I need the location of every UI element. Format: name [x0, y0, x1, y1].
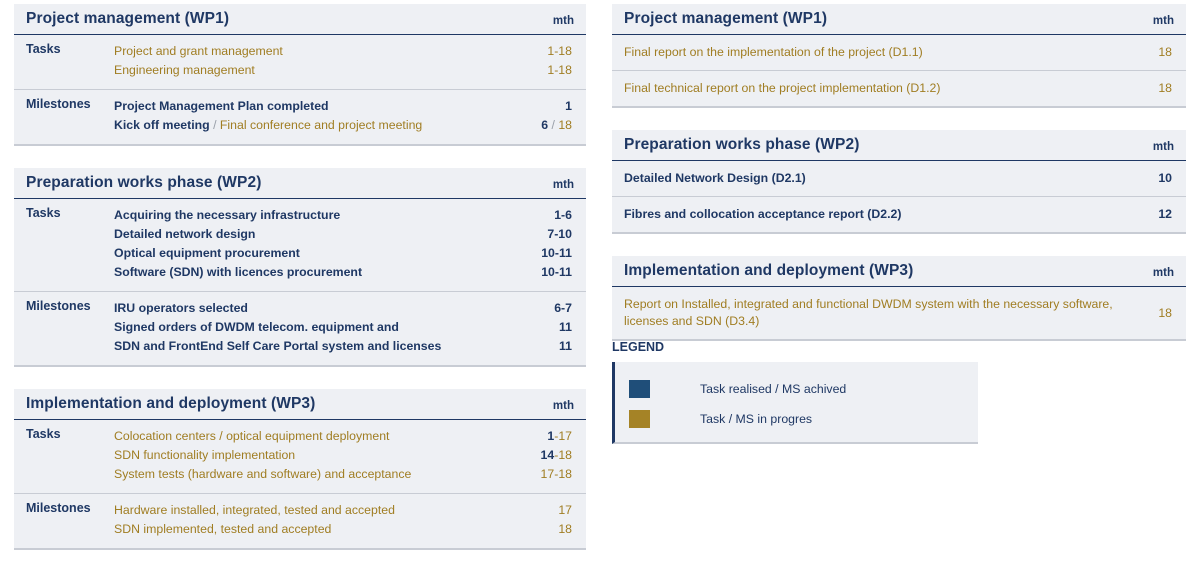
row-month [532, 116, 572, 135]
work-package-card [14, 389, 586, 550]
work-package-card [612, 256, 1186, 341]
row-month: 17 [558, 503, 572, 517]
work-package-card [612, 130, 1186, 234]
work-package-header [612, 130, 1186, 161]
work-packages-deliverables-column [612, 4, 1186, 363]
row-month: 10-11 [541, 265, 572, 279]
table-row [114, 116, 586, 135]
row-month: 10-11 [541, 246, 572, 260]
row-text: Project and grant management [114, 44, 283, 58]
table-row [114, 318, 586, 337]
list-item [612, 197, 1186, 232]
row-month: 11 [559, 339, 572, 353]
deliverable-text: Final report on the implementation of the project (D1.1) [624, 45, 923, 59]
row-month: 11 [559, 320, 572, 334]
row-text: Software (SDN) with licences procurement [114, 265, 363, 279]
work-package-title: Preparation works phase (WP2) [26, 174, 262, 191]
group-label: Milestones [26, 501, 91, 515]
legend-title: LEGEND [612, 340, 665, 354]
table-row [114, 299, 586, 318]
work-package-card [612, 4, 1186, 108]
row-month-part: 14 [540, 448, 555, 462]
row-text: Signed orders of DWDM telecom. equipment and [114, 320, 399, 334]
table-row [114, 42, 586, 61]
work-package-title: Implementation and deployment (WP3) [624, 262, 914, 279]
row-text: System tests (hardware and software) and acceptance [114, 467, 412, 481]
row-month-separator: / [548, 118, 559, 132]
row-text: Colocation centers / optical equipment deployment [114, 429, 390, 443]
work-package-title: Project management (WP1) [26, 10, 230, 27]
table-row [114, 501, 586, 520]
row-month [532, 427, 572, 446]
work-package-header [14, 168, 586, 199]
row-text: Detailed network design [114, 227, 256, 241]
row-month-part: 1 [547, 429, 555, 443]
row-text: SDN functionality implementation [114, 448, 296, 462]
work-package-title: Project management (WP1) [624, 10, 828, 27]
group-label: Tasks [26, 42, 61, 56]
work-package-group [14, 199, 586, 291]
row-text: SDN implemented, tested and accepted [114, 522, 332, 536]
work-package-header [14, 389, 586, 420]
list-item [612, 287, 1186, 339]
row-month-part: 18 [558, 118, 572, 132]
group-rows [114, 299, 586, 356]
table-row [114, 206, 586, 225]
work-package-group [14, 35, 586, 89]
group-label: Tasks [26, 427, 61, 441]
row-month: 6-7 [554, 301, 572, 315]
table-row [114, 520, 586, 539]
row-text: SDN and FrontEnd Self Care Portal system and licenses [114, 339, 442, 353]
row-month: 1-18 [547, 44, 572, 58]
deliverable-text: Report on Installed, integrated and functional DWDM system with the necessary software, licenses and SDN (D3.4) [624, 297, 1113, 328]
row-month-separator: - [554, 429, 559, 443]
group-label: Milestones [26, 299, 91, 313]
table-row [114, 427, 586, 446]
deliverable-text: Fibres and collocation acceptance report (D2.2) [624, 207, 902, 221]
table-row [114, 337, 586, 356]
work-package-header [612, 256, 1186, 287]
list-item [612, 35, 1186, 71]
row-text [114, 116, 432, 135]
unit-label: mth [1152, 267, 1174, 279]
legend [612, 340, 978, 444]
group-rows [114, 42, 586, 80]
table-row [114, 225, 586, 244]
legend-box [612, 362, 978, 444]
work-package-card [14, 168, 586, 367]
row-text-part: Kick off meeting [114, 118, 210, 132]
work-package-group [14, 291, 586, 365]
deliverable-month: 12 [1158, 207, 1172, 221]
row-text: Project Management Plan completed [114, 99, 329, 113]
row-text: IRU operators selected [114, 301, 248, 315]
row-text-separator: / [209, 118, 220, 132]
legend-item [629, 380, 968, 398]
group-label: Milestones [26, 97, 91, 111]
row-text-part: Final conference and project meeting [219, 118, 423, 132]
group-rows [114, 97, 586, 135]
row-month: 1 [565, 99, 572, 113]
work-package-group [14, 493, 586, 548]
work-package-group [14, 420, 586, 493]
table-row [114, 97, 586, 116]
row-month [532, 446, 572, 465]
deliverable-month: 10 [1158, 171, 1172, 185]
unit-label: mth [552, 400, 574, 412]
deliverables-list [612, 35, 1186, 106]
deliverables-list [612, 287, 1186, 339]
row-text: Engineering management [114, 63, 255, 77]
work-package-header [612, 4, 1186, 35]
deliverable-month: 18 [1158, 45, 1172, 59]
table-row [114, 244, 586, 263]
work-package-title: Implementation and deployment (WP3) [26, 395, 316, 412]
legend-swatch-task-realised-icon [629, 380, 650, 398]
work-package-card [14, 4, 586, 146]
row-month: 18 [558, 522, 572, 536]
work-package-header [14, 4, 586, 35]
row-text: Hardware installed, integrated, tested and accepted [114, 503, 395, 517]
group-rows [114, 501, 586, 539]
row-month: 7-10 [547, 227, 572, 241]
deliverables-list [612, 161, 1186, 232]
list-item [612, 161, 1186, 197]
deliverable-text: Final technical report on the project implementation (D1.2) [624, 81, 941, 95]
row-text: Acquiring the necessary infrastructure [114, 208, 341, 222]
group-rows [114, 427, 586, 484]
row-month: 17-18 [540, 467, 572, 481]
row-text: Optical equipment procurement [114, 246, 300, 260]
legend-item [629, 410, 968, 428]
row-month-separator: - [554, 448, 559, 462]
row-month: 1-18 [547, 63, 572, 77]
row-month: 1-6 [554, 208, 572, 222]
work-package-title: Preparation works phase (WP2) [624, 136, 860, 153]
group-rows [114, 206, 586, 282]
table-row [114, 263, 586, 282]
unit-label: mth [552, 15, 574, 27]
unit-label: mth [1152, 141, 1174, 153]
row-month-part: 6 [541, 118, 549, 132]
row-month-part: 17 [558, 429, 572, 443]
deliverable-text: Detailed Network Design (D2.1) [624, 171, 806, 185]
deliverable-month: 18 [1158, 81, 1172, 95]
table-row [114, 465, 586, 484]
work-package-group [14, 89, 586, 144]
deliverable-month: 18 [1158, 305, 1172, 320]
table-row [114, 446, 586, 465]
list-item [612, 71, 1186, 106]
unit-label: mth [1152, 15, 1174, 27]
group-label: Tasks [26, 206, 61, 220]
table-row [114, 61, 586, 80]
row-month-part: 18 [558, 448, 572, 462]
work-packages-tasks-column [14, 4, 586, 572]
legend-item-label: Task realised / MS achived [700, 382, 847, 396]
legend-swatch-task-in-progress-icon [629, 410, 650, 428]
legend-item-label: Task / MS in progres [700, 412, 813, 426]
unit-label: mth [552, 179, 574, 191]
